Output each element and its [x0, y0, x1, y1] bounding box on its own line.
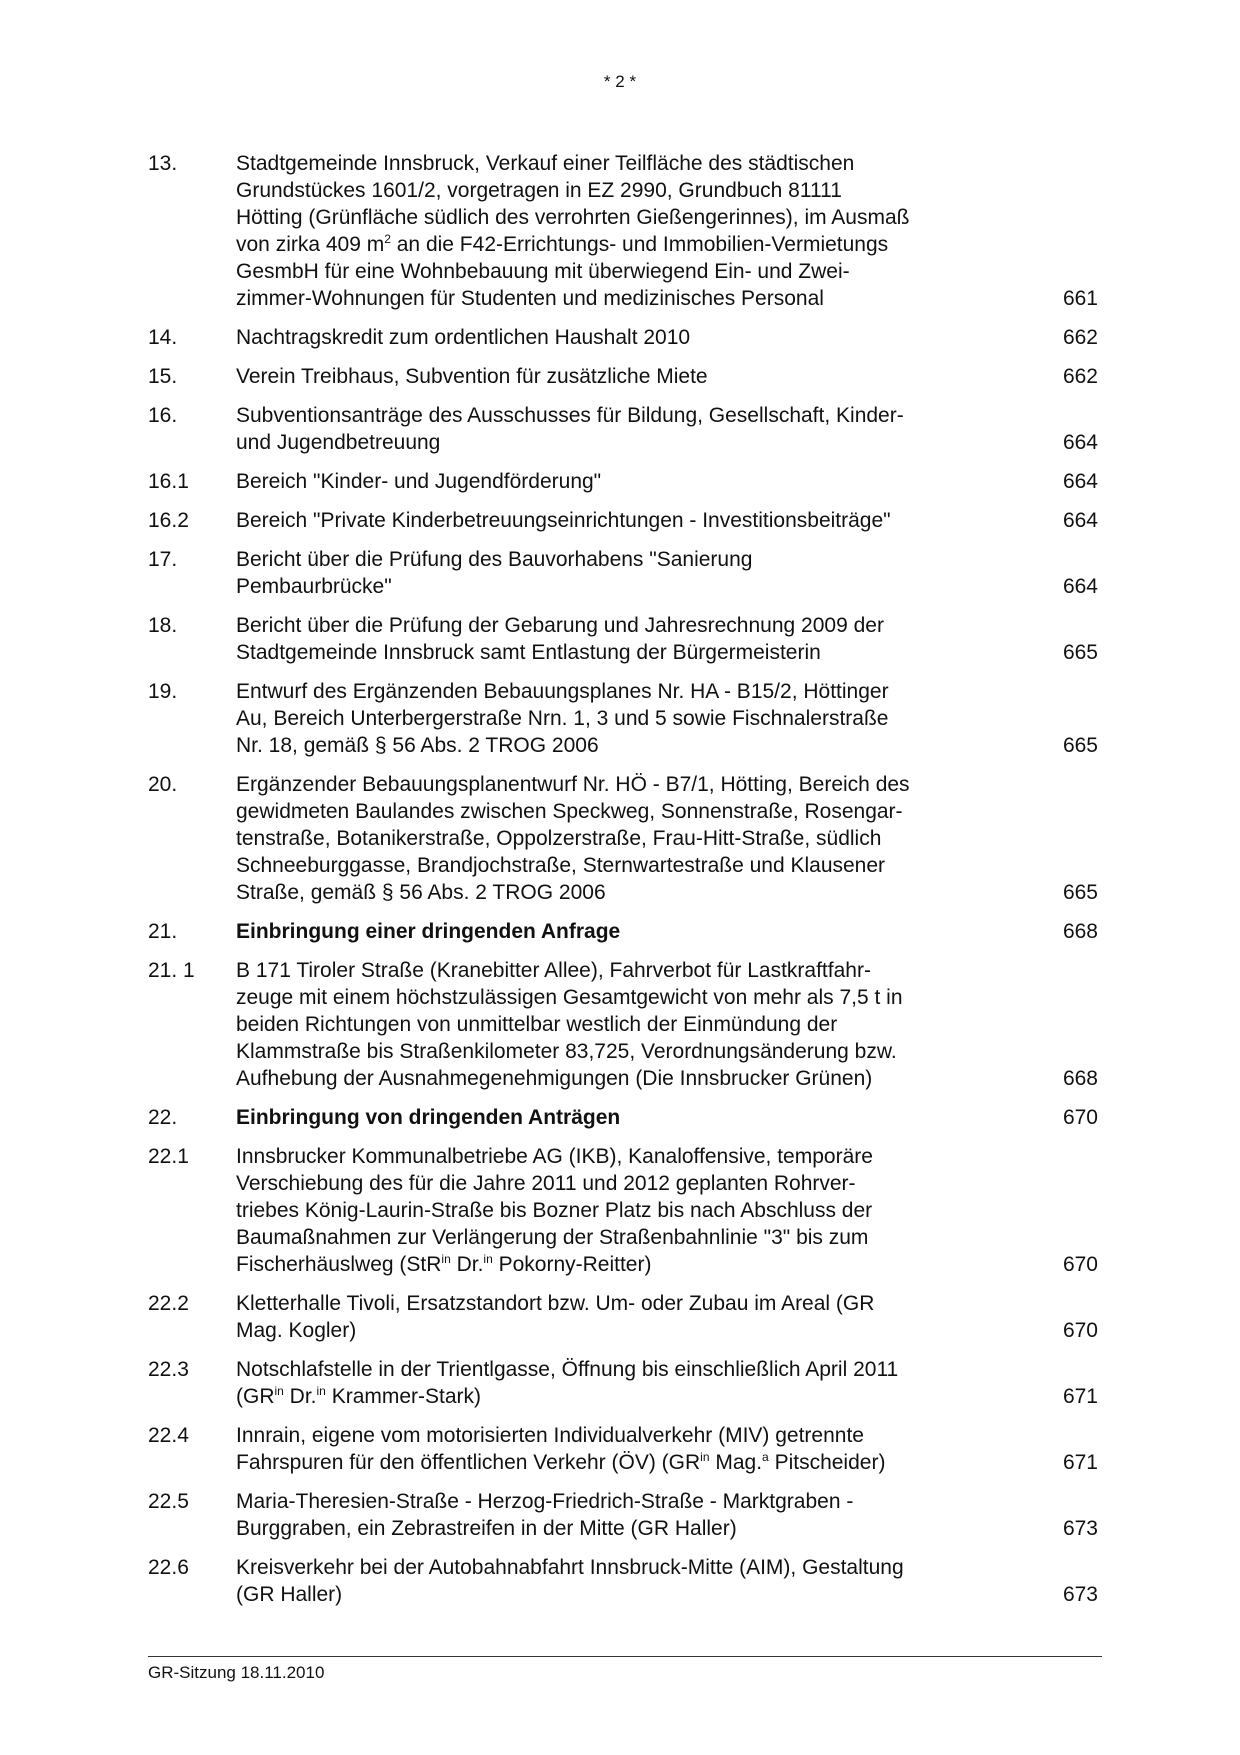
title-line: zimmer-Wohnungen für Studenten und medizinisches Personal: [236, 287, 824, 310]
superscript: in: [441, 1252, 451, 1266]
title-line: Pembaurbrücke": [236, 575, 392, 598]
toc-entry-21: [148, 918, 1098, 945]
entry-page: 673: [1062, 1583, 1098, 1606]
title-line: Fahrspuren für den öffentlichen Verkehr (ÖV) ($GR^{in}$ Mag.$^a$ Pitscheider): [236, 1450, 886, 1474]
entry-page: 664: [1062, 470, 1098, 493]
title-line: (GR Haller): [236, 1583, 343, 1606]
toc-entry-22-4: [148, 1422, 1098, 1476]
toc-entry-22: [148, 1104, 1098, 1131]
title-line: tenstraße, Botanikerstraße, Oppolzerstraße, Frau-Hitt-Straße, südlich: [236, 827, 882, 850]
title-line: zeuge mit einem höchstzulässigen Gesamtgewicht von mehr als 7,5 t in: [236, 986, 903, 1009]
title-line: Subventionsanträge des Ausschusses für Bildung, Gesellschaft, Kinder-: [236, 404, 904, 427]
toc-entry-19: [148, 678, 1098, 759]
entry-page: 662: [1062, 326, 1098, 349]
entry-number: 21.: [148, 920, 178, 943]
footer-divider: [148, 1656, 1102, 1657]
title-line: ($GR^{in}$ Dr.$^{in}$ Krammer-Stark): [236, 1384, 482, 1408]
entry-title: [236, 507, 1016, 534]
entry-number: 22.6: [148, 1556, 189, 1579]
title-line: Burggraben, ein Zebrastreifen in der Mitte (GR Haller): [236, 1517, 737, 1540]
title-line: beiden Richtungen von unmittelbar westlich der Einmündung der: [236, 1013, 838, 1036]
title-line: Verschiebung des für die Jahre 2011 und 2012 geplanten Rohrver-: [236, 1172, 856, 1195]
entry-page: 664: [1062, 575, 1098, 598]
entry-number: 20.: [148, 773, 178, 796]
title-line: Bereich "Kinder- und Jugendförderung": [236, 470, 602, 493]
toc-entry-21-1: [148, 957, 1098, 1092]
superscript: in: [316, 1384, 326, 1398]
title-line: Bericht über die Prüfung der Gebarung und Jahresrechnung 2009 der: [236, 614, 884, 637]
toc-entry-13: [148, 150, 1098, 312]
superscript: in: [700, 1450, 710, 1464]
title-line: Stadtgemeinde Innsbruck, Verkauf einer Teilfläche des städtischen: [236, 152, 855, 175]
toc-entry-17: [148, 546, 1098, 600]
entry-title: [236, 771, 1016, 906]
title-line: gewidmeten Baulandes zwischen Speckweg, Sonnenstraße, Rosengar-: [236, 800, 903, 823]
toc-entry-22-3: [148, 1356, 1098, 1410]
entry-title: [236, 1554, 1016, 1608]
entry-number: 22.2: [148, 1292, 189, 1315]
entry-page: 670: [1062, 1106, 1098, 1129]
footer-text: GR-Sitzung 18.11.2010: [148, 1663, 325, 1682]
title-line: Bericht über die Prüfung des Bauvorhabens "Sanierung: [236, 548, 753, 571]
entry-number: 17.: [148, 548, 178, 571]
title-line: Aufhebung der Ausnahmegenehmigungen (Die Innsbrucker Grünen): [236, 1067, 873, 1090]
toc-entry-20: [148, 771, 1098, 906]
title-line: Schneeburggasse, Brandjochstraße, Sternwartestraße und Klausener: [236, 854, 886, 877]
table-of-contents: [148, 150, 1098, 1620]
entry-number: 16.: [148, 404, 178, 427]
entry-page: 664: [1062, 431, 1098, 454]
entry-number: 19.: [148, 680, 178, 703]
title-line: triebes König-Laurin-Straße bis Bozner Platz bis nach Abschluss der: [236, 1199, 873, 1222]
entry-title: [236, 1290, 1016, 1344]
entry-title: [236, 612, 1016, 666]
entry-page: 671: [1062, 1385, 1098, 1408]
superscript: 2: [384, 232, 391, 246]
title-line: Innrain, eigene vom motorisierten Individualverkehr (MIV) getrennte: [236, 1424, 864, 1447]
entry-page: 673: [1062, 1517, 1098, 1540]
title-line: Ergänzender Bebauungsplanentwurf Nr. HÖ - B7/1, Hötting, Bereich des: [236, 773, 910, 796]
title-line: Kletterhalle Tivoli, Ersatzstandort bzw. Um- oder Zubau im Areal (GR: [236, 1292, 875, 1315]
title-line: Maria-Theresien-Straße - Herzog-Friedrich-Straße - Marktgraben -: [236, 1490, 854, 1513]
entry-number: 22.1: [148, 1145, 189, 1168]
entry-number: 15.: [148, 365, 178, 388]
title-line: Au, Bereich Unterbergerstraße Nrn. 1, 3 und 5 sowie Fischnalerstraße: [236, 707, 889, 730]
entry-title: [236, 1488, 1016, 1542]
entry-number: 21. 1: [148, 959, 195, 982]
entry-title: [236, 1143, 1016, 1278]
title-line: Straße, gemäß § 56 Abs. 2 TROG 2006: [236, 881, 606, 904]
entry-title: [236, 957, 1016, 1092]
title-line: B 171 Tiroler Straße (Kranebitter Allee), Fahrverbot für Lastkraftfahr-: [236, 959, 871, 982]
toc-entry-18: [148, 612, 1098, 666]
title-line: Einbringung einer dringenden Anfrage: [236, 920, 621, 943]
title-line: Entwurf des Ergänzenden Bebauungsplanes Nr. HA - B15/2, Höttinger: [236, 680, 889, 703]
title-line: Einbringung von dringenden Anträgen: [236, 1106, 621, 1129]
entry-number: 22.5: [148, 1490, 189, 1513]
title-line: Nachtragskredit zum ordentlichen Haushalt 2010: [236, 326, 691, 349]
title-line: Verein Treibhaus, Subvention für zusätzliche Miete: [236, 365, 708, 388]
toc-entry-14: [148, 324, 1098, 351]
entry-number: 22.3: [148, 1358, 189, 1381]
entry-number: 18.: [148, 614, 178, 637]
entry-page: 668: [1062, 1067, 1098, 1090]
entry-page: 664: [1062, 509, 1098, 532]
entry-number: 22.: [148, 1106, 178, 1129]
toc-entry-16: [148, 402, 1098, 456]
title-line: Bereich "Private Kinderbetreuungseinrichtungen - Investitionsbeiträge": [236, 509, 891, 532]
title-line: Kreisverkehr bei der Autobahnabfahrt Innsbruck-Mitte (AIM), Gestaltung: [236, 1556, 904, 1579]
toc-entry-22-6: [148, 1554, 1098, 1608]
superscript: in: [483, 1252, 493, 1266]
entry-page: 665: [1062, 881, 1098, 904]
entry-number: 16.2: [148, 509, 189, 532]
entry-page: 670: [1062, 1253, 1098, 1276]
title-line: Hötting (Grünfläche südlich des verrohrten Gießengerinnes), im Ausmaß: [236, 206, 910, 229]
entry-title: [236, 546, 1016, 600]
entry-title: [236, 363, 1016, 390]
title-line: Notschlafstelle in der Trientlgasse, Öffnung bis einschließlich April 2011: [236, 1358, 899, 1381]
toc-entry-16-1: [148, 468, 1098, 495]
title-line: Mag. Kogler): [236, 1319, 357, 1342]
title-line: Innsbrucker Kommunalbetriebe AG (IKB), Kanaloffensive, temporäre: [236, 1145, 873, 1168]
entry-page: 670: [1062, 1319, 1098, 1342]
title-line: Nr. 18, gemäß § 56 Abs. 2 TROG 2006: [236, 734, 599, 757]
entry-page: 665: [1062, 734, 1098, 757]
entry-page: 661: [1062, 287, 1098, 310]
entry-title: [236, 1422, 1016, 1476]
entry-title: [236, 918, 1016, 945]
entry-title: [236, 402, 1016, 456]
entry-title: [236, 324, 1016, 351]
toc-entry-22-1: [148, 1143, 1098, 1278]
entry-page: 668: [1062, 920, 1098, 943]
toc-entry-16-2: [148, 507, 1098, 534]
superscript: a: [762, 1450, 769, 1464]
title-line: Stadtgemeinde Innsbruck samt Entlastung der Bürgermeisterin: [236, 641, 821, 664]
superscript: in: [274, 1384, 284, 1398]
title-line: Klammstraße bis Straßenkilometer 83,725, Verordnungsänderung bzw.: [236, 1040, 897, 1063]
entry-title: [236, 1356, 1016, 1410]
title-line: und Jugendbetreuung: [236, 431, 441, 454]
entry-number: 16.1: [148, 470, 189, 493]
title-line: von zirka 409 $m^2$ an die F42-Errichtungs- und Immobilien-Vermietungs: [236, 232, 889, 256]
entry-title: [236, 678, 1016, 759]
toc-entry-22-2: [148, 1290, 1098, 1344]
toc-entry-15: [148, 363, 1098, 390]
entry-title: [236, 1104, 1016, 1131]
entry-page: 662: [1062, 365, 1098, 388]
entry-number: 14.: [148, 326, 178, 349]
title-line: Fischerhäuslweg (StR$^{in}$ Dr.$^{in}$ Pokorny-Reitter): [236, 1252, 652, 1276]
entry-title: [236, 468, 1016, 495]
entry-number: 13.: [148, 152, 178, 175]
title-line: Grundstückes 1601/2, vorgetragen in EZ 2990, Grundbuch 81111: [236, 179, 842, 202]
entry-page: 665: [1062, 641, 1098, 664]
entry-page: 671: [1062, 1451, 1098, 1474]
entry-title: [236, 150, 1016, 312]
title-line: Baumaßnahmen zur Verlängerung der Straßenbahnlinie "3" bis zum: [236, 1226, 869, 1249]
title-line: GesmbH für eine Wohnbebauung mit überwiegend Ein- und Zwei-: [236, 260, 850, 283]
toc-entry-22-5: [148, 1488, 1098, 1542]
page-number: * 2 *: [603, 72, 637, 91]
entry-number: 22.4: [148, 1424, 189, 1447]
